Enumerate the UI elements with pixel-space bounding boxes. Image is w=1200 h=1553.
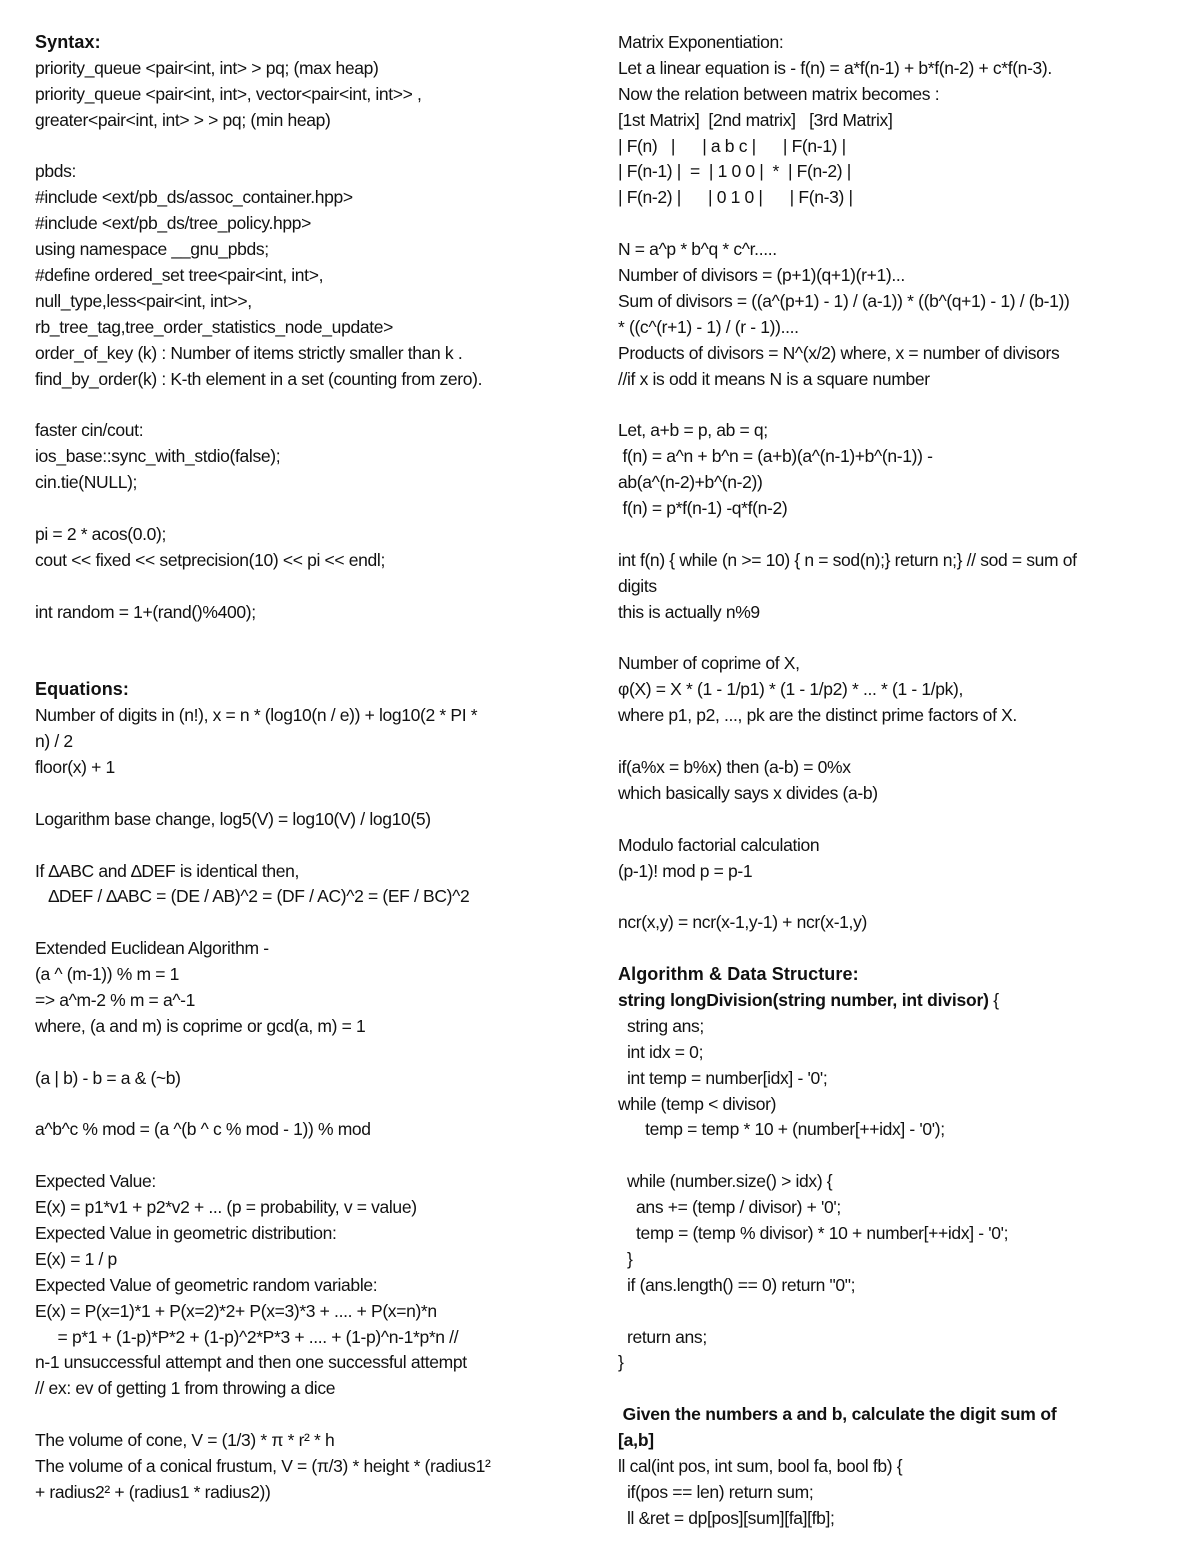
text-line: } [618,1248,633,1269]
text-line: (a ^ (m-1)) % m = 1 [35,964,180,985]
text-line: Let, a+b = p, ab = q; [618,420,768,441]
left-column [35,30,580,1506]
syntax-heading: Syntax: [35,32,101,52]
text-line: greater<pair<int, int> > > pq; (min heap) [35,109,331,130]
text-line [618,211,1178,237]
text-line: Sum of divisors = ((a^(p+1) - 1) / (a-1)) * ((b^(q+1) - 1) / (b-1)) [618,290,1070,311]
text-line: faster cin/cout: [35,420,144,441]
text-line: ans += (temp / divisor) + '0'; [618,1197,841,1218]
text-line: Let a linear equation is - f(n) = a*f(n-1) + b*f(n-2) + c*f(n-3). [618,57,1052,78]
long-division-code [618,1014,1178,1402]
text-line: ll cal(int pos, int sum, bool fa, bool fb) { [618,1455,903,1476]
text-line [618,522,1178,548]
text-line: | F(n) | | a b c | | F(n-1) | [618,135,846,156]
text-line: (a | b) - b = a & (~b) [35,1067,181,1088]
text-line: using namespace __gnu_pbds; [35,239,269,260]
right-column [618,30,1178,1532]
text-line: Number of coprime of X, [618,653,800,674]
text-line: Now the relation between matrix becomes : [618,83,940,104]
text-line: ios_base::sync_with_stdio(false); [35,446,281,467]
text-line [618,884,1178,910]
text-line [35,1402,580,1428]
text-line: (p-1)! mod p = p-1 [618,860,753,881]
text-line [618,1376,1178,1402]
text-line [35,134,580,160]
text-line: while (temp < divisor) [618,1093,777,1114]
text-line: temp = (temp % divisor) * 10 + number[++idx] - '0'; [618,1222,1009,1243]
text-line [35,392,580,418]
text-line: // ex: ev of getting 1 from throwing a dice [35,1378,336,1399]
text-line: E(x) = 1 / p [35,1248,117,1269]
text-line: } [618,1352,624,1373]
text-line: Expected Value: [35,1171,156,1192]
text-line: #define ordered_set tree<pair<int, int>, [35,265,324,286]
algorithm-heading: Algorithm & Data Structure: [618,964,859,985]
text-line: Expected Value of geometric random variable: [35,1274,378,1295]
text-line [35,1092,580,1118]
text-line: Number of divisors = (p+1)(q+1)(r+1)... [618,265,905,286]
text-line: n-1 unsuccessful attempt and then one successful attempt [35,1352,467,1373]
text-line [35,1143,580,1169]
open-brace: { [988,989,999,1010]
text-line: priority_queue <pair<int, int>, vector<pair<int, int>> , [35,83,422,104]
text-line: Modulo factorial calculation [618,834,820,855]
text-line: ncr(x,y) = ncr(x-1,y-1) + ncr(x-1,y) [618,912,867,933]
text-line: floor(x) + 1 [35,756,115,777]
text-line: ab(a^(n-2)+b^(n-2)) [618,472,763,493]
text-line: = p*1 + (1-p)*P*2 + (1-p)^2*P*3 + .... + (1-p)^n-1*p*n // [35,1326,459,1347]
math-notes-section [618,30,1178,962]
text-line: if(pos == len) return sum; [618,1481,814,1502]
text-line [618,1299,1178,1325]
text-line: | F(n-1) | = | 1 0 0 | * | F(n-2) | [618,161,851,182]
text-line [618,1143,1178,1169]
text-line: #include <ext/pb_ds/tree_policy.hpp> [35,213,312,234]
equations-heading: Equations: [35,679,129,700]
text-line: which basically says x divides (a-b) [618,782,878,803]
text-line: //if x is odd it means N is a square number [618,368,930,389]
text-line: E(x) = p1*v1 + p2*v2 + ... (p = probability, v = value) [35,1197,417,1218]
text-line: ∆DEF / ∆ABC = (DE / AB)^2 = (DF / AC)^2 = (EF / BC)^2 [35,886,470,907]
text-line: return ans; [618,1326,707,1347]
text-line: pi = 2 * acos(0.0); [35,523,166,544]
text-line: a^b^c % mod = (a ^(b ^ c % mod - 1)) % mod [35,1119,371,1140]
text-line [35,496,580,522]
text-line: int temp = number[idx] - '0'; [618,1067,828,1088]
text-line: ll &ret = dp[pos][sum][fa][fb]; [618,1507,835,1528]
text-line: | F(n-2) | | 0 1 0 | | F(n-3) | [618,187,853,208]
text-line: temp = temp * 10 + (number[++idx] - '0'); [618,1119,945,1140]
text-line [35,833,580,859]
text-line: where, (a and m) is coprime or gcd(a, m) = 1 [35,1015,366,1036]
text-line: cout << fixed << setprecision(10) << pi << endl; [35,549,385,570]
text-line: f(n) = p*f(n-1) -q*f(n-2) [618,498,788,519]
long-division-signature: string longDivision(string number, int divisor) [618,989,989,1010]
text-line: The volume of cone, V = (1/3) * π * r² * h [35,1430,335,1451]
text-line: find_by_order(k) : K-th element in a set (counting from zero). [35,368,483,389]
text-line: Extended Euclidean Algorithm - [35,938,269,959]
text-line: f(n) = a^n + b^n = (a+b)(a^(n-1)+b^(n-1)) - [618,446,933,467]
digit-sum-code [618,1454,1178,1532]
text-line: If ∆ABC and ∆DEF is identical then, [35,860,300,881]
text-line: Matrix Exponentiation: [618,32,784,52]
text-line [618,625,1178,651]
text-line: Expected Value in geometric distribution: [35,1222,337,1243]
text-line: rb_tree_tag,tree_order_statistics_node_update> [35,316,393,337]
text-line: if(a%x = b%x) then (a-b) = 0%x [618,756,851,777]
text-line: n) / 2 [35,731,73,752]
text-line [35,625,580,651]
text-line [618,729,1178,755]
text-line: int idx = 0; [618,1041,704,1062]
text-line [35,910,580,936]
text-line: φ(X) = X * (1 - 1/p1) * (1 - 1/p2) * ... * (1 - 1/pk), [618,679,963,700]
text-line: digits [618,575,657,596]
text-line: Logarithm base change, log5(V) = log10(V) / log10(5) [35,808,431,829]
equations-section [35,703,580,1506]
text-line [35,651,580,677]
text-line: [1st Matrix] [2nd matrix] [3rd Matrix] [618,109,893,130]
text-line: this is actually n%9 [618,601,760,622]
text-line: int f(n) { while (n >= 10) { n = sod(n);} return n;} // sod = sum of [618,549,1077,570]
text-line: * ((c^(r+1) - 1) / (r - 1)).... [618,316,799,337]
text-line [35,1040,580,1066]
text-line [35,781,580,807]
text-line: while (number.size() > idx) { [618,1171,833,1192]
text-line: where p1, p2, ..., pk are the distinct prime factors of X. [618,705,1017,726]
text-line [35,574,580,600]
text-line: Number of digits in (n!), x = n * (log10(n / e)) + log10(2 * PI * [35,705,478,726]
text-line: if (ans.length() == 0) return "0"; [618,1274,856,1295]
syntax-section [35,56,580,677]
text-line [618,807,1178,833]
text-line: int random = 1+(rand()%400); [35,601,256,622]
text-line [618,936,1178,962]
text-line: null_type,less<pair<int, int>>, [35,290,252,311]
text-line: Products of divisors = N^(x/2) where, x = number of divisors [618,342,1060,363]
text-line: order_of_key (k) : Number of items strictly smaller than k . [35,342,463,363]
text-line: pbds: [35,161,77,182]
text-line: => a^m-2 % m = a^-1 [35,989,196,1010]
digit-sum-heading-range: [a,b] [618,1430,654,1451]
text-line: The volume of a conical frustum, V = (π/3) * height * (radius1² [35,1455,491,1476]
text-line: priority_queue <pair<int, int> > pq; (max heap) [35,57,379,78]
text-line: N = a^p * b^q * c^r..... [618,239,777,260]
text-line: + radius2² + (radius1 * radius2)) [35,1481,271,1502]
text-line: string ans; [618,1015,704,1036]
digit-sum-heading: Given the numbers a and b, calculate the digit sum of [618,1404,1057,1425]
text-line: #include <ext/pb_ds/assoc_container.hpp> [35,187,353,208]
long-division-signature-line [618,988,1178,1014]
text-line [618,392,1178,418]
text-line: cin.tie(NULL); [35,472,138,493]
text-line: E(x) = P(x=1)*1 + P(x=2)*2+ P(x=3)*3 + .... + P(x=n)*n [35,1300,437,1321]
